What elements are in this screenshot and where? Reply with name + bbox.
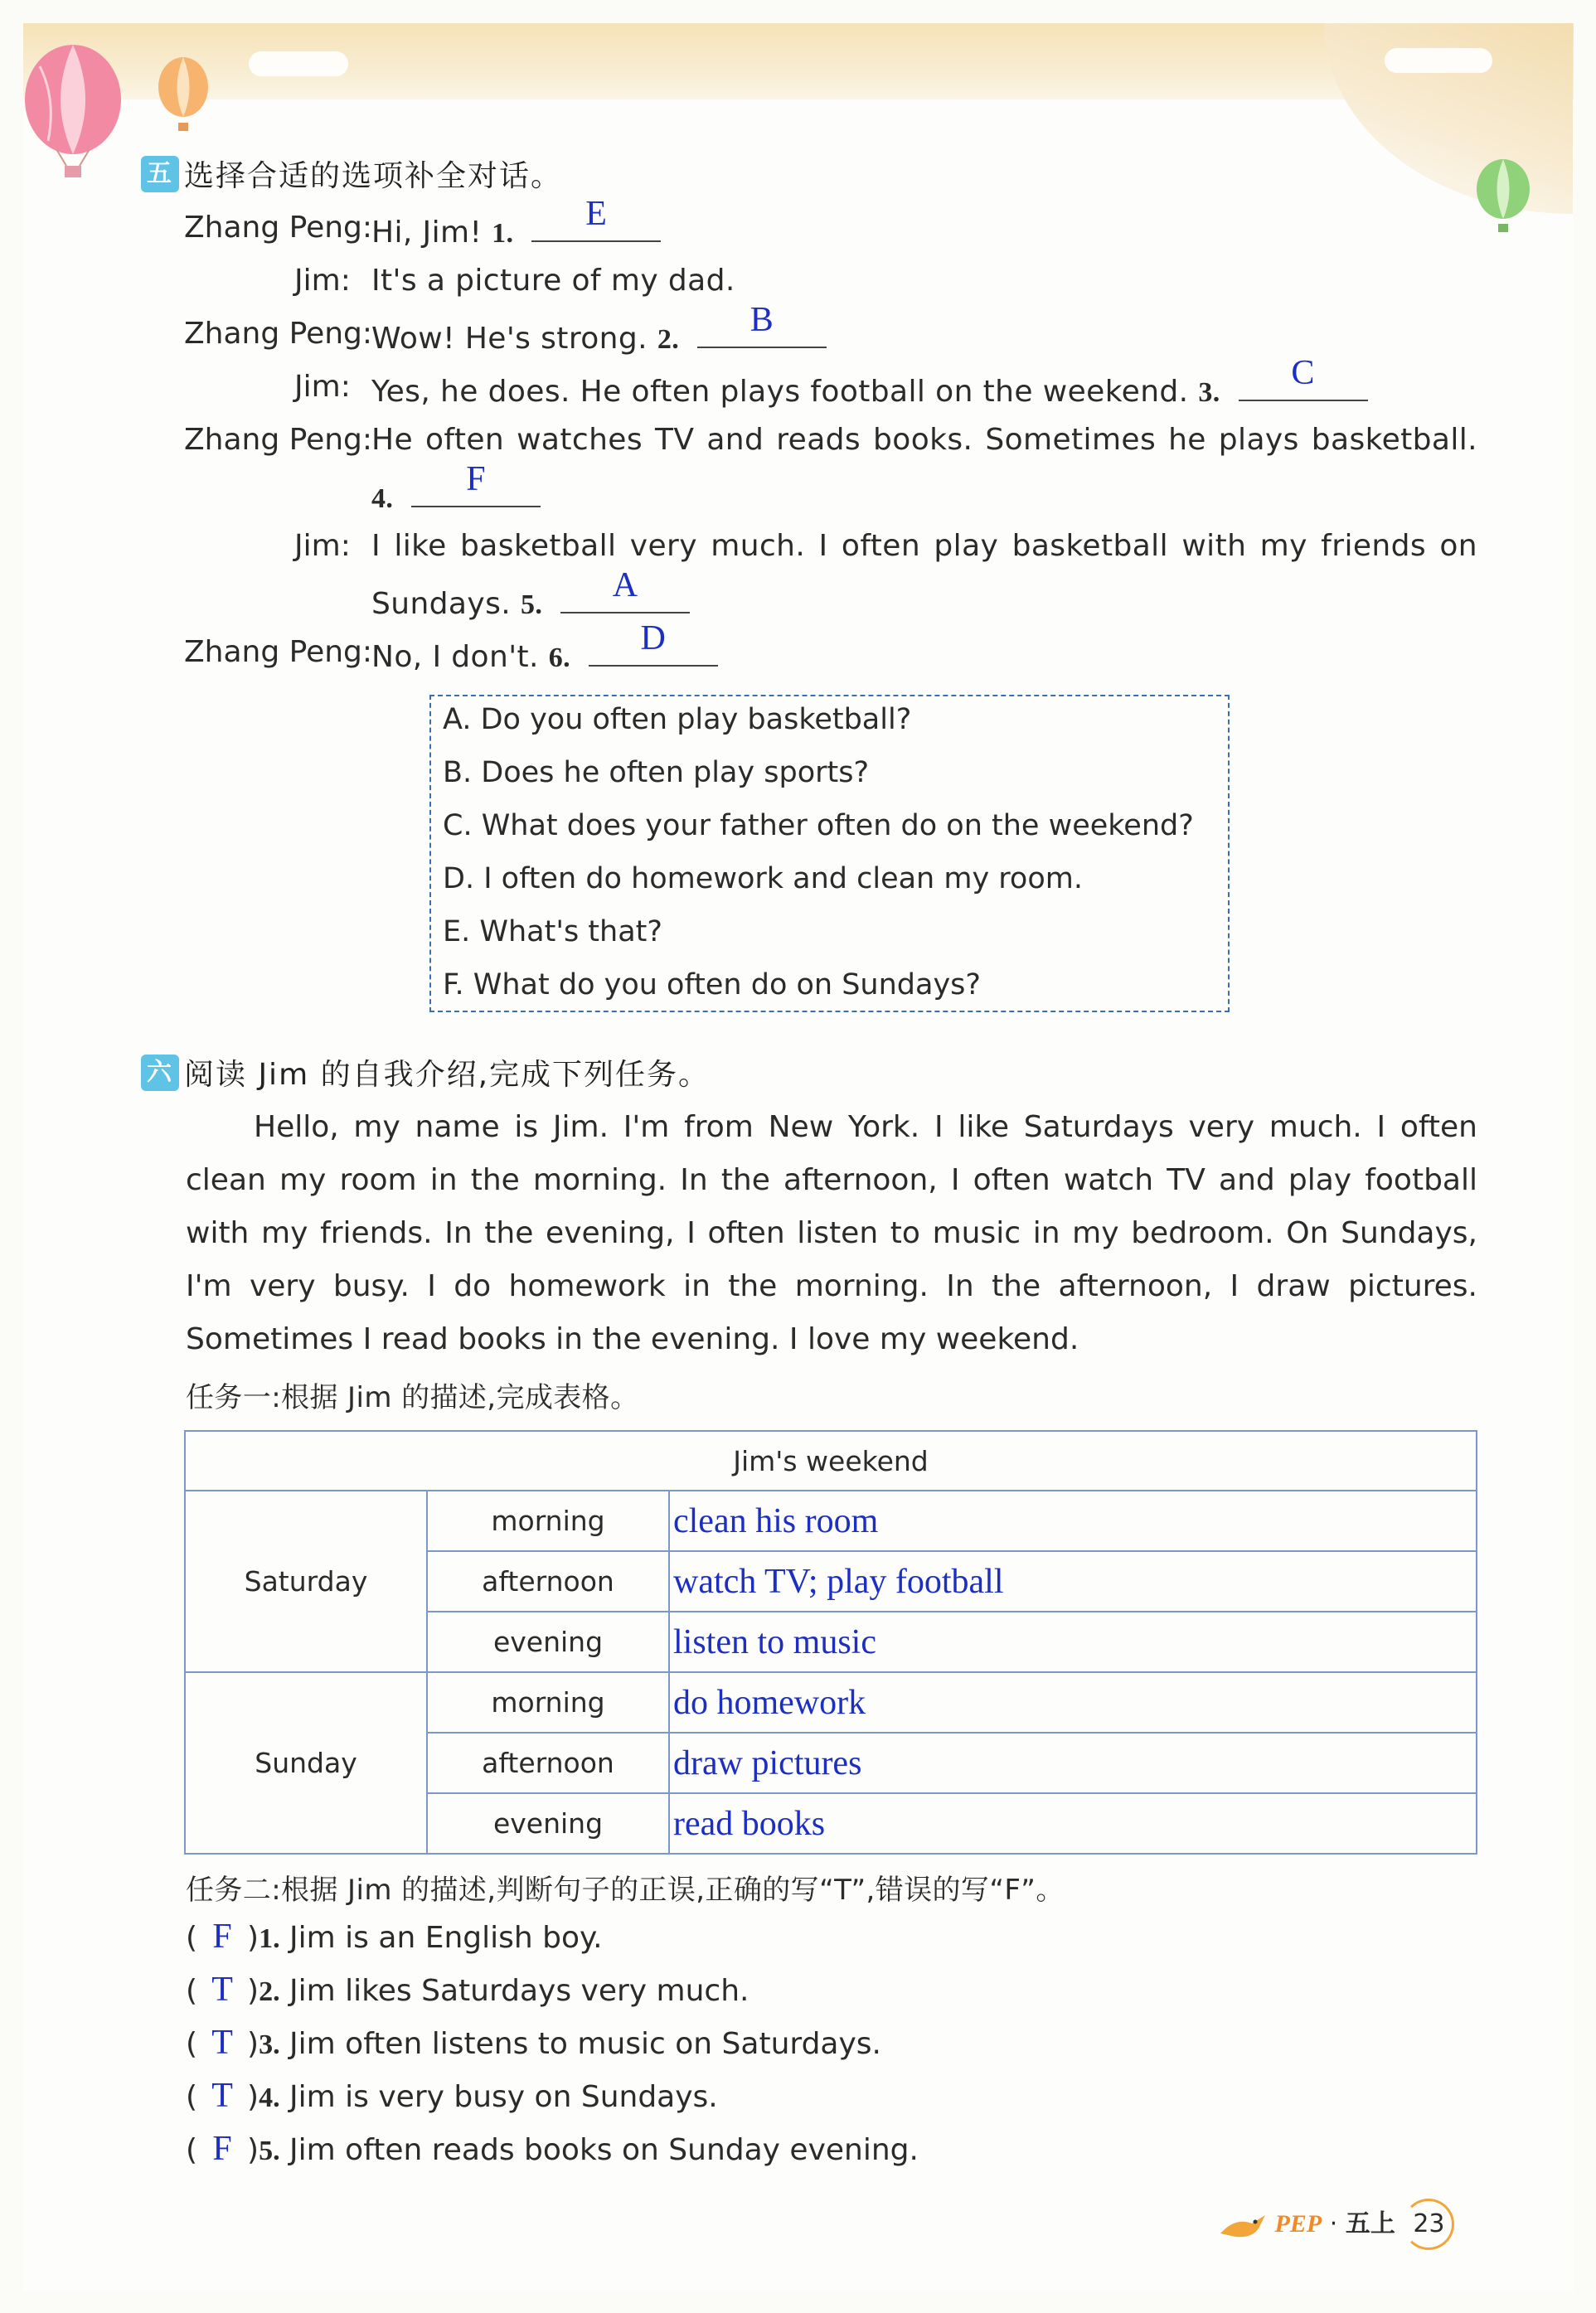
activity-cell[interactable]: listen to music <box>669 1612 1477 1672</box>
statement-number: 5. <box>259 2136 280 2166</box>
statement-text: Jim likes Saturdays very much. <box>289 1974 749 2008</box>
activity-cell[interactable]: clean his room <box>669 1491 1477 1551</box>
activity-cell[interactable]: do homework <box>669 1672 1477 1733</box>
dialogue-text: Hi, Jim! <box>371 216 483 250</box>
balloon-large-icon <box>25 45 121 177</box>
reading-passage: Hello, my name is Jim. I'm from New York. I like Saturdays very much. I often clean my room in the morning. In the afternoon, I often watch TV and play football with my friends. In the evening, I often listen to music in my bedroom. On Sundays, I'm very busy. I do homework in the morning. In the afternoon, I draw pictures. Sometimes I read books in the evening. I love my weekend. <box>186 1110 1477 1356</box>
answer-text: E <box>585 195 608 233</box>
section5-badge: 五 <box>141 156 179 192</box>
section6-badge: 六 <box>141 1055 179 1091</box>
section5-title-text: 选择合适的选项补全对话。 <box>184 159 563 193</box>
section6-title-text: 阅读 Jim 的自我介绍,完成下列任务。 <box>184 1058 711 1092</box>
options-box <box>429 695 1230 1012</box>
dialogue-line-3 <box>371 301 827 356</box>
answer-text: F <box>466 460 487 498</box>
statement-3: ( T )3. Jim often listens to music on Saturdays. <box>186 2024 881 2062</box>
tf-answer[interactable]: T <box>211 2077 233 2115</box>
dialogue-text: Yes, he does. He often plays football on the weekend. <box>371 375 1189 409</box>
statement-number: 3. <box>259 2029 280 2060</box>
activity-cell[interactable]: draw pictures <box>669 1733 1477 1793</box>
statement-text: Jim is very busy on Sundays. <box>289 2080 718 2114</box>
balloon-green-icon <box>1474 158 1532 240</box>
speaker: Jim: <box>294 264 351 298</box>
weekend-table <box>184 1430 1477 1855</box>
tf-answer[interactable]: T <box>211 2024 233 2062</box>
answer-text: C <box>1291 354 1315 392</box>
time-cell: evening <box>427 1793 669 1854</box>
cloud-decoration <box>1385 48 1492 73</box>
statement-4: ( T )4. Jim is very busy on Sundays. <box>186 2077 718 2115</box>
dialogue-text: No, I don't. <box>371 640 539 674</box>
section5-title <box>141 153 562 195</box>
table-header: Jim's weekend <box>185 1431 1477 1491</box>
option-b: B. Does he often play sports? <box>443 756 870 789</box>
answer-text: D <box>640 619 667 657</box>
dialogue-text: Wow! He's strong. <box>371 322 648 356</box>
task2-instruction: 任务二:根据 Jim 的描述,判断句子的正误,正确的写“T”,错误的写“F”。 <box>186 1874 1065 1907</box>
dialogue-line-1 <box>371 195 661 250</box>
question-number: 6. <box>548 642 571 673</box>
statement-5: ( F )5. Jim often reads books on Sunday evening. <box>186 2130 919 2168</box>
tf-answer[interactable]: F <box>212 1918 232 1956</box>
tf-answer[interactable]: F <box>212 2130 232 2168</box>
section6-title <box>141 1051 710 1093</box>
statement-text: Jim often reads books on Sunday evening. <box>289 2133 919 2167</box>
option-c: C. What does your father often do on the weekend? <box>443 809 1194 842</box>
speaker: Zhang Peng: <box>184 317 373 351</box>
option-a: A. Do you often play basketball? <box>443 703 912 736</box>
day-cell: Saturday <box>185 1491 427 1672</box>
activity-cell[interactable]: watch TV; play football <box>669 1551 1477 1612</box>
speaker: Jim: <box>294 529 351 563</box>
speaker: Jim: <box>294 370 351 404</box>
grade: 五上 <box>1345 2209 1395 2238</box>
tf-answer[interactable]: T <box>211 1971 233 2009</box>
time-cell: morning <box>427 1491 669 1551</box>
brand: PEP <box>1274 2210 1322 2238</box>
dialogue-line-5b <box>371 460 541 515</box>
answer-text: B <box>749 301 774 339</box>
answer-blank[interactable] <box>531 195 661 242</box>
question-number: 3. <box>1198 377 1220 408</box>
answer-blank[interactable] <box>411 460 541 507</box>
day-cell: Sunday <box>185 1672 427 1854</box>
statement-2: ( T )2. Jim likes Saturdays very much. <box>186 1971 749 2009</box>
time-cell: morning <box>427 1672 669 1733</box>
cloud-decoration <box>249 51 348 76</box>
time-cell: afternoon <box>427 1733 669 1793</box>
statement-number: 2. <box>259 1976 280 2007</box>
time-cell: evening <box>427 1612 669 1672</box>
option-d: D. I often do homework and clean my room. <box>443 862 1083 895</box>
table-row <box>185 1672 1477 1733</box>
question-number: 4. <box>371 483 394 514</box>
answer-text: A <box>612 566 638 604</box>
dialogue-line-4 <box>371 354 1368 409</box>
footer-dot: · <box>1329 2209 1338 2238</box>
balloon-small-icon <box>158 57 208 131</box>
speaker: Zhang Peng: <box>184 211 373 245</box>
dialogue-line-7 <box>371 619 718 674</box>
option-e: E. What's that? <box>443 915 662 948</box>
dialogue-line-6b <box>371 566 690 621</box>
statement-text: Jim often listens to music on Saturdays. <box>289 2027 881 2061</box>
statement-1: ( F )1. Jim is an English boy. <box>186 1918 603 1956</box>
option-f: F. What do you often do on Sundays? <box>443 968 981 1001</box>
question-number: 1. <box>492 218 514 249</box>
dialogue-line-6: I like basketball very much. I often play basketball with my friends on <box>371 529 1477 563</box>
question-number: 2. <box>657 324 680 355</box>
page-footer <box>1219 2199 1454 2250</box>
statement-text: Jim is an English boy. <box>289 1921 603 1955</box>
statement-number: 1. <box>259 1923 280 1954</box>
speaker: Zhang Peng: <box>184 635 373 669</box>
answer-blank[interactable] <box>589 619 718 667</box>
table-row <box>185 1491 1477 1551</box>
question-number: 5. <box>520 589 543 620</box>
speaker: Zhang Peng: <box>184 423 373 457</box>
answer-blank[interactable] <box>1239 354 1368 401</box>
time-cell: afternoon <box>427 1551 669 1612</box>
statement-number: 4. <box>259 2083 280 2113</box>
dialogue-text: Sundays. <box>371 587 512 621</box>
bird-icon <box>1219 2209 1267 2242</box>
dialogue-line-2: It's a picture of my dad. <box>371 264 735 298</box>
answer-blank[interactable] <box>697 301 827 348</box>
answer-blank[interactable] <box>560 566 690 613</box>
task1-instruction: 任务一:根据 Jim 的描述,完成表格。 <box>186 1381 639 1414</box>
dialogue-line-5: He often watches TV and reads books. Sometimes he plays basketball. <box>371 423 1477 457</box>
page-number: 23 <box>1403 2199 1454 2250</box>
activity-cell[interactable]: read books <box>669 1793 1477 1854</box>
